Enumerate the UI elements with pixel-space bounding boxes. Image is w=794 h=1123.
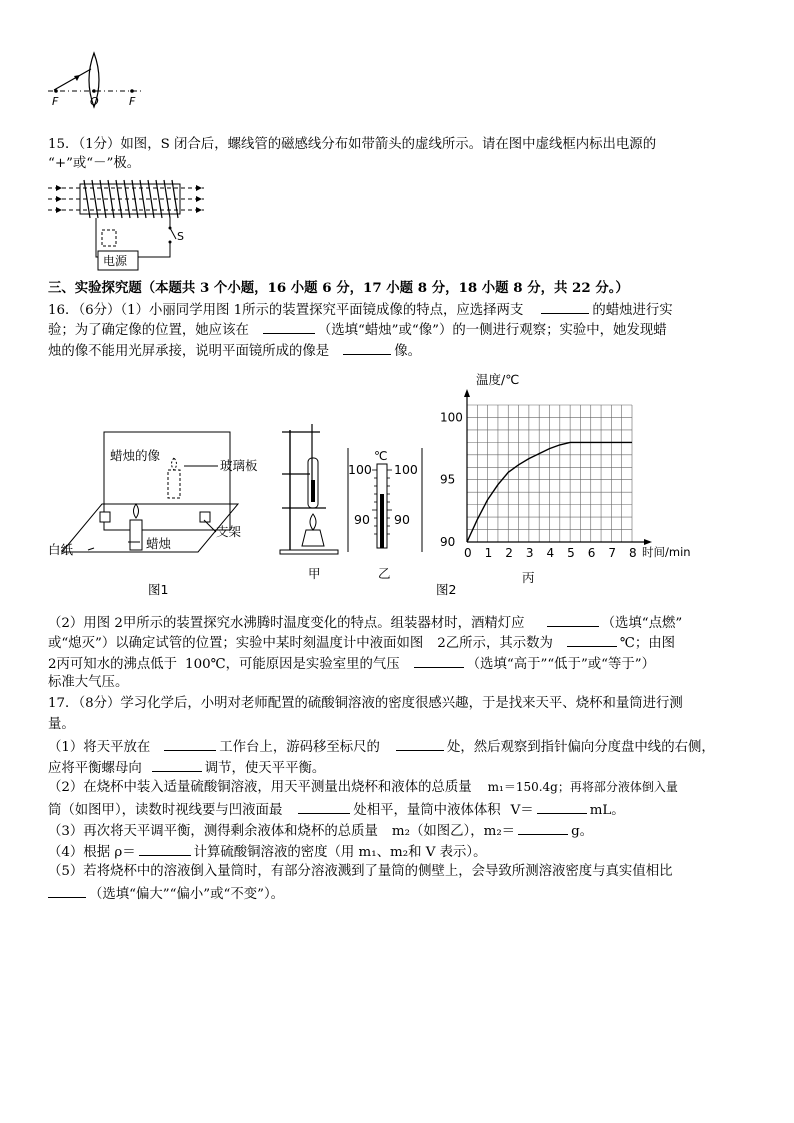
label-bing: 丙 — [522, 570, 535, 585]
image-label: 蜡烛的像 — [110, 448, 161, 463]
x-tick-label: 8 — [629, 546, 637, 560]
x-tick-label: 4 — [546, 546, 555, 560]
chart-grid — [467, 405, 632, 542]
x-tick-label: 1 — [484, 546, 493, 560]
thermo-tick-left-100: 100 — [348, 462, 372, 477]
y-tick-label: 90 — [440, 535, 456, 549]
x-tick-label: 5 — [567, 546, 575, 560]
x-tick-label: 7 — [608, 546, 617, 560]
q17-s1-line-1: （1）将天平放在 工作台上，游码移至标尺的 处，然后观察到指针偏向分度盘中线的右侧， — [48, 737, 748, 756]
q17-s2-line-2: 筒（如图甲），读数时视线要与凹液面最 处相平，量筒中液体体积 V＝ mL。 — [48, 800, 748, 819]
y-tick-label: 100 — [440, 410, 463, 425]
thermo-tick-right-90: 90 — [394, 512, 410, 527]
q17-s5-line-1: （5）若将烧杯中的溶液倒入量筒时，有部分溶液溅到了量筒的侧壁上，会导致所测溶液密度与真实值相比 — [48, 864, 673, 879]
label-jia: 甲 — [308, 566, 321, 581]
light-ray — [54, 69, 91, 90]
q16-line-3: 烛的像不能用光屏承接，说明平面镜所成的像是 像。 — [48, 341, 748, 360]
q17-intro-1: 17．（8分）学习化学后，小明对老师配置的硫酸铜溶液的密度很感兴趣，于是找来天平、烧杯和量筒进行测 — [48, 696, 683, 711]
glass-label: 玻璃板 — [220, 458, 258, 473]
power-label: 电源 — [103, 254, 128, 268]
switch-label: S — [177, 230, 184, 243]
candle-icon — [130, 520, 142, 550]
thermo-tick-left-90: 90 — [354, 512, 370, 527]
flame-icon — [134, 504, 139, 518]
paper-label: 白纸 — [48, 542, 74, 557]
x-tick-label: 0 — [464, 546, 472, 560]
figure-2-caption: 图2 — [436, 582, 457, 597]
y-axis-arrow-icon — [464, 389, 470, 397]
switch-icon — [170, 228, 176, 239]
figure-1-caption: 图1 — [148, 582, 169, 597]
x-axis-label: 时间/min — [642, 545, 691, 559]
q17-s3: （3）再次将天平调平衡，测得剩余液体和烧杯的总质量 m₂（如图乙），m₂＝ g。 — [48, 821, 748, 840]
lamp-flame-icon — [310, 514, 316, 530]
alcohol-lamp-icon — [302, 530, 324, 546]
q16-line-2: 验；为了确定像的位置，她应该在 （选填“蜡烛”或“像”）的一侧进行观察；实验中，她发现蜡 — [48, 320, 748, 339]
thermo-tick-right-100: 100 — [394, 462, 418, 477]
solenoid-figure — [46, 176, 216, 276]
q17-intro-2: 量。 — [48, 717, 75, 732]
q15-line-1: 15．（1分）如图，S 闭合后，螺线管的磁感线分布如带箭头的虚线所示。请在图中虚线框内标出电源的 — [48, 137, 657, 152]
thermo-unit: ℃ — [374, 449, 388, 463]
q16-2-line-3: 2丙可知水的沸点低于 100℃，可能原因是实验室里的气压 （选填“高于”“低于”或“等于”） — [48, 654, 748, 673]
glass-plate — [104, 432, 230, 530]
q17-s4: （4）根据 ρ＝ 计算硫酸铜溶液的密度（用 m₁、m₂和 V 表示）。 — [48, 842, 748, 861]
stand-label: 支架 — [216, 524, 242, 539]
image-flame-icon — [172, 458, 177, 470]
q16-2-line-4: 标准大气压。 — [48, 675, 129, 690]
focal-label-right: F — [129, 95, 136, 108]
q17-s1-line-2: 应将平衡螺母向 调节，使天平平衡。 — [48, 758, 748, 777]
q16-2-line-2: 或“熄灭”）以确定试管的位置；实验中某时刻温度计中液面如图 2乙所示，其示数为 ℃；由图 — [48, 633, 748, 652]
figure-1-mirror-setup — [44, 428, 280, 600]
q17-s2-line-1: （2）在烧杯中装入适量硫酸铜溶液，用天平测量出烧杯和液体的总质量 m₁＝150.4g；再将部分液体倒入量 — [48, 780, 678, 795]
q15-line-2: “+”或“－”极。 — [48, 156, 141, 171]
section-3-heading: 三、实验探究题（本题共 3 个小题，16 小题 6 分，17 小题 8 分，18 小题 8 分，共 22 分。） — [48, 280, 629, 296]
y-tick-label: 95 — [440, 472, 456, 487]
q16-line-1: 16．（6分）（1）小丽同学用图 1所示的装置探究平面镜成像的特点，应选择两支 的蜡烛进行实 — [48, 300, 748, 319]
q17-s5-line-2: （选填“偏大”“偏小”或“不变”）。 — [48, 884, 748, 903]
lens-figure — [44, 50, 154, 110]
dashed-box — [102, 230, 116, 246]
temperature-time-chart — [430, 370, 710, 590]
x-tick-label: 2 — [505, 546, 513, 560]
label-yi: 乙 — [378, 566, 391, 581]
x-tick-label: 6 — [587, 546, 596, 560]
q16-2-line-1: （2）用图 2甲所示的装置探究水沸腾时温度变化的特点。组装器材时，酒精灯应 （选填“点燃” — [48, 613, 748, 632]
x-tick-label: 3 — [525, 546, 534, 560]
candle-label: 蜡烛 — [146, 536, 172, 551]
focal-label-left: F — [52, 95, 59, 108]
center-label: O — [90, 95, 99, 108]
y-axis-label: 温度/℃ — [476, 372, 520, 387]
